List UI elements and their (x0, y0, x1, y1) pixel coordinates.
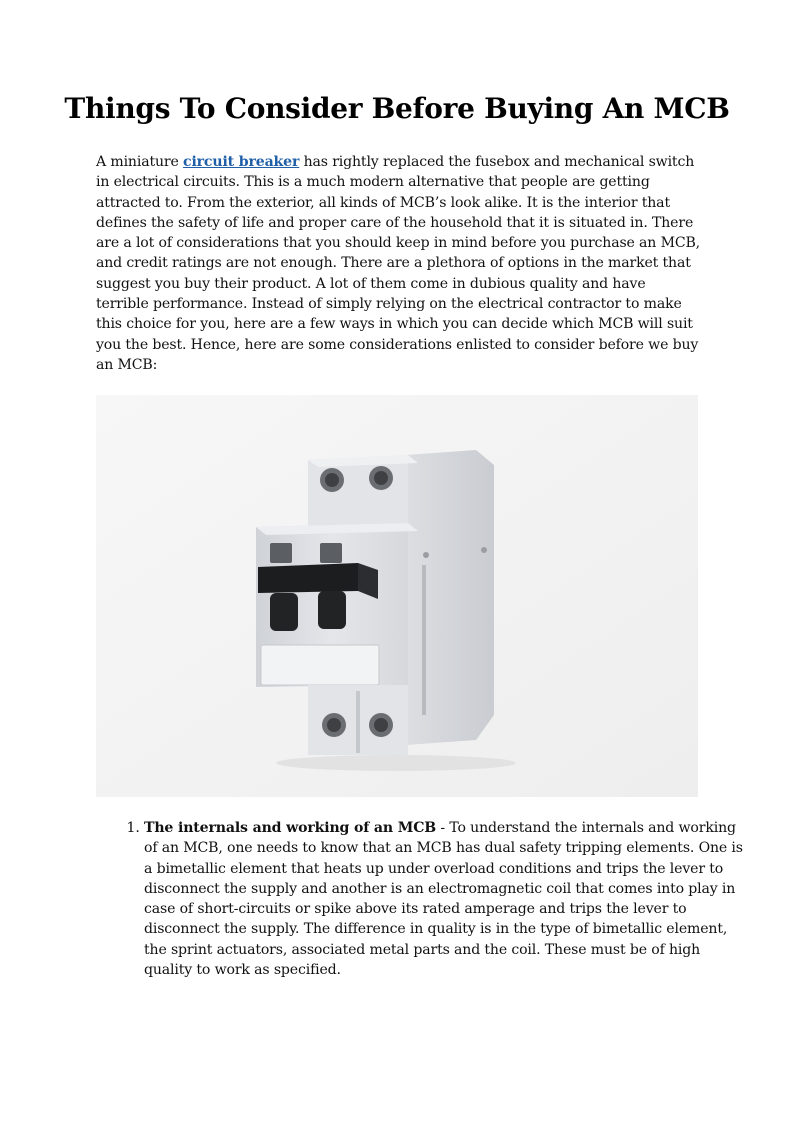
mcb-illustration (96, 395, 698, 797)
list-item (144, 818, 750, 980)
list-item-text: - To understand the internals and working of an MCB, one needs to know that an MCB has dual safety tripping elements. One is a bimetallic element that heats up under overload conditions and trips the lever to disconnect the supply and another is an electromagnetic coil that comes into play in case of short-circuits or spike above its rated amperage and trips the lever to disconnect the supply. The difference in quality is in the type of bimetallic element, the sprint actuators, associated metal parts and the coil. These must be of high quality to work as specified. (144, 820, 743, 979)
circuit-breaker-link[interactable]: circuit breaker (183, 154, 300, 170)
list-item-term: The internals and working of an MCB (144, 820, 437, 836)
page-title: Things To Consider Before Buying An MCB (64, 92, 730, 125)
considerations-list (96, 818, 750, 980)
intro-text-start: A miniature (96, 154, 184, 170)
mcb-photo (96, 395, 698, 797)
intro-paragraph (96, 152, 702, 375)
intro-text-rest: has rightly replaced the fusebox and mechanical switch in electrical circuits. This is a much modern alternative that people are getting attracted to. From the exterior, all kinds of MCB’s look alike. It is the interior that defines the safety of life and proper care of the household that it is situated in. There are a lot of considerations that you should keep in mind before you purchase an MCB, and credit ratings are not enough. There are a plethora of options in the market that suggest you buy their product. A lot of them come in dubious quality and have terrible performance. Instead of simply relying on the electrical contractor to make this choice for you, here are a few ways in which you can decide which MCB will suit you the best. Hence, here are some considerations enlisted to consider before we buy an MCB: (96, 154, 701, 373)
